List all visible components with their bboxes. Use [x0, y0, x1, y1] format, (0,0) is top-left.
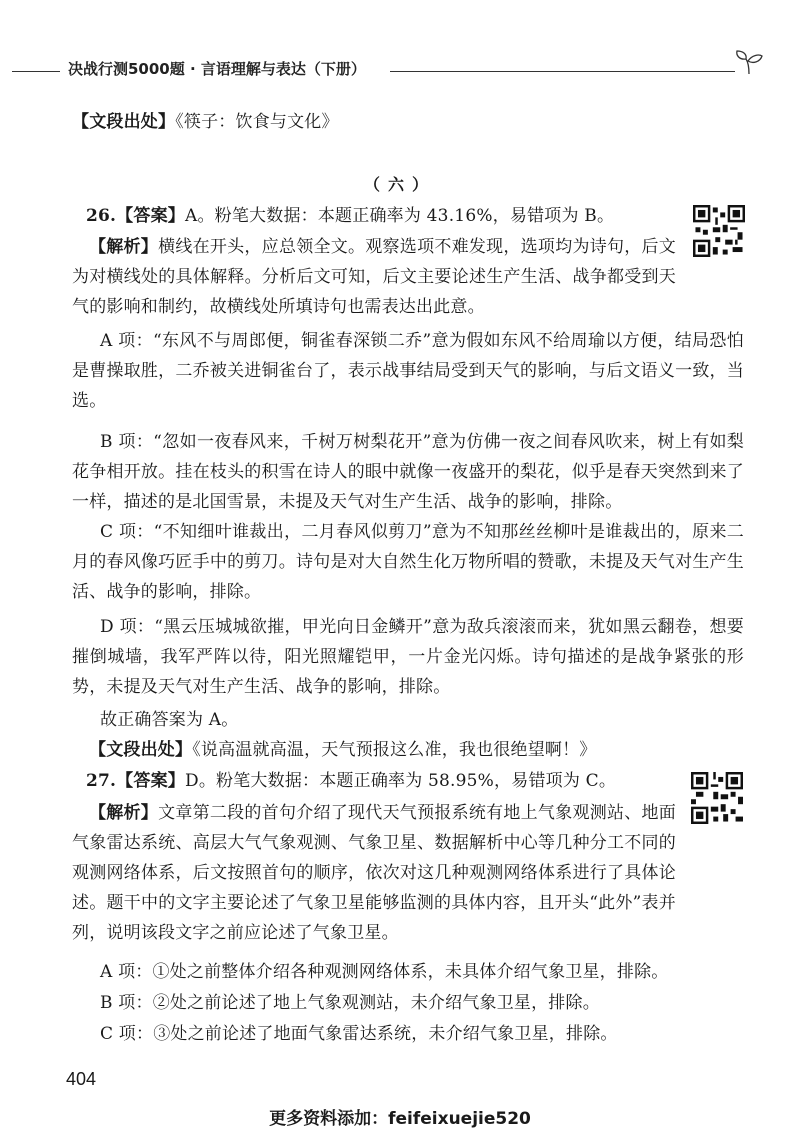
q26-option-b: B 项：“忽如一夜春风来，千树万树梨花开”意为仿佛一夜之间春风吹来，树上有如梨花争相开放。挂在枝头的积雪在诗人的眼中就像一夜盛开的梨花，似乎是春天突然到来了一样，描述的是北国雪景，未提及天气对生产生活、战争的影响，排除。 [72, 432, 744, 512]
q27-answer [72, 766, 744, 796]
q27-option-a: A 项：①处之前整体介绍各种观测网络体系，未具体介绍气象卫星，排除。 [100, 962, 669, 982]
running-header [12, 58, 792, 88]
qr-code-icon [693, 205, 745, 257]
q26-answer-tag: 26.【答案】 [86, 206, 185, 226]
source-title: 《筷子：饮食与文化》 [175, 112, 339, 132]
q27-answer-tag: 27.【答案】 [86, 771, 185, 791]
q27-analysis-tag: 【解析】 [89, 803, 159, 823]
header-rule-right [390, 71, 735, 72]
q26-source-tag: 【文段出处】 [89, 740, 193, 760]
q27-analysis-text: 文章第二段的首句介绍了现代天气预报系统有地上气象观测站、地面气象雷达系统、高层大气气象观测、气象卫星、数据解析中心等几种分工不同的观测网络体系，后文按照首句的顺序，依次对这几种观测网络体系进行了具体论述。题干中的文字主要论述了气象卫星能够监测的具体内容，且开头“此外”表并列，说明该段文字之前应论述了气象卫星。 [72, 803, 676, 943]
q26-analysis [72, 232, 676, 322]
source-reference-top [72, 107, 744, 137]
q27-analysis [72, 798, 676, 948]
page-number: 404 [66, 1069, 97, 1089]
q26-answer-text: A。粉笔大数据：本题正确率为 43.16%，易错项为 B。 [184, 206, 615, 226]
q26-analysis-tag: 【解析】 [89, 237, 159, 257]
q26-answer [72, 201, 744, 231]
header-rule-left [12, 71, 60, 72]
q27-option-b: B 项：②处之前论述了地上气象观测站，未介绍气象卫星，排除。 [100, 993, 600, 1013]
q26-analysis-text: 横线在开头，应总领全文。观察选项不难发现，选项均为诗句，后文为对横线处的具体解释。分析后文可知，后文主要论述生产生活、战争都受到天气的影响和制约，故横线处所填诗句也需表达出此意。 [72, 237, 676, 317]
q27-option-c: C 项：③处之前论述了地面气象雷达系统，未介绍气象卫星，排除。 [100, 1024, 618, 1044]
source-tag: 【文段出处】 [72, 112, 176, 132]
section-heading: （六） [363, 175, 436, 194]
footer-watermark: 更多资料添加：feifeixuejie520 [269, 1109, 531, 1129]
q26-option-d: D 项：“黑云压城城欲摧，甲光向日金鳞开”意为敌兵滚滚而来，犹如黑云翻卷，想要摧倒城墙，我军严阵以待，阳光照耀铠甲，一片金光闪烁。诗句描述的是战争紧张的形势，未提及天气对生产生活、战争的影响，排除。 [72, 617, 744, 697]
q26-source-text: 《说高温就高温，天气预报这么准，我也很绝望啊！》 [192, 740, 597, 760]
q26-conclusion: 故正确答案为 A。 [100, 710, 239, 730]
leaf-icon [734, 50, 764, 76]
q26-option-c: C 项：“不知细叶谁裁出，二月春风似剪刀”意为不知那丝丝柳叶是谁裁出的，原来二月的春风像巧匠手中的剪刀。诗句是对大自然生化万物所唱的赞歌，未提及天气对生产生活、战争的影响，排除。 [72, 522, 744, 602]
qr-code-icon [691, 772, 743, 824]
q26-option-a: A 项：“东风不与周郎便，铜雀春深锁二乔”意为假如东风不给周瑜以方便，结局恐怕是曹操取胜，二乔被关进铜雀台了，表示战事结局受到天气的影响，与后文语义一致，当选。 [72, 331, 744, 411]
q27-answer-text: D。粉笔大数据：本题正确率为 58.95%，易错项为 C。 [184, 771, 617, 791]
q26-source [72, 735, 744, 765]
book-title: 决战行测5000题 · 言语理解与表达（下册） [68, 60, 366, 78]
